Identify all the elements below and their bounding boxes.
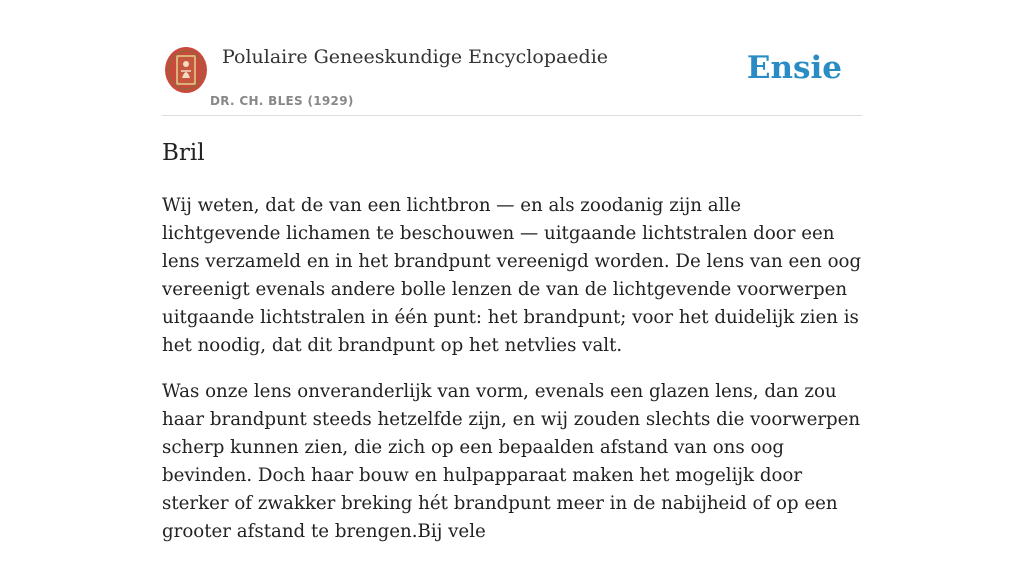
paragraph: Was onze lens onveranderlijk van vorm, evenals een glazen lens, dan zou haar brandpunt steeds hetzelfde zijn, en wij zouden slechts die voorwerpen scherp kunnen zien, die zich op een bepaalden afstand van ons oog bevinden. Doch haar bouw en hulpapparaat maken het mogelijk door sterker of zwakker breking hét brandpunt meer in de nabijheid of op een grooter afstand te brengen.Bij vele <box>162 381 861 542</box>
entry-content <box>162 192 862 564</box>
brand-logo[interactable]: Ensie <box>746 50 842 86</box>
book-title[interactable]: Polulaire Geneeskundige Encyclopaedie <box>222 46 609 68</box>
book-cover-icon[interactable] <box>164 46 208 94</box>
book-author: DR. CH. BLES (1929) <box>210 94 354 108</box>
entry-title: Bril <box>162 140 205 166</box>
paragraph: Wij weten, dat de van een lichtbron — en als zoodanig zijn alle lichtgevende lichamen te beschouwen — uitgaande lichtstralen door een lens verzameld en in het brandpunt vereenigd worden. De lens van een oog vereenigt evenals andere bolle lenzen de van de lichtgevende voorwerpen uitgaande lichtstralen in één punt: het brandpunt; voor het duidelijk zien is het noodig, dat dit brandpunt op het netvlies valt. <box>162 195 862 356</box>
site-header <box>162 40 862 116</box>
